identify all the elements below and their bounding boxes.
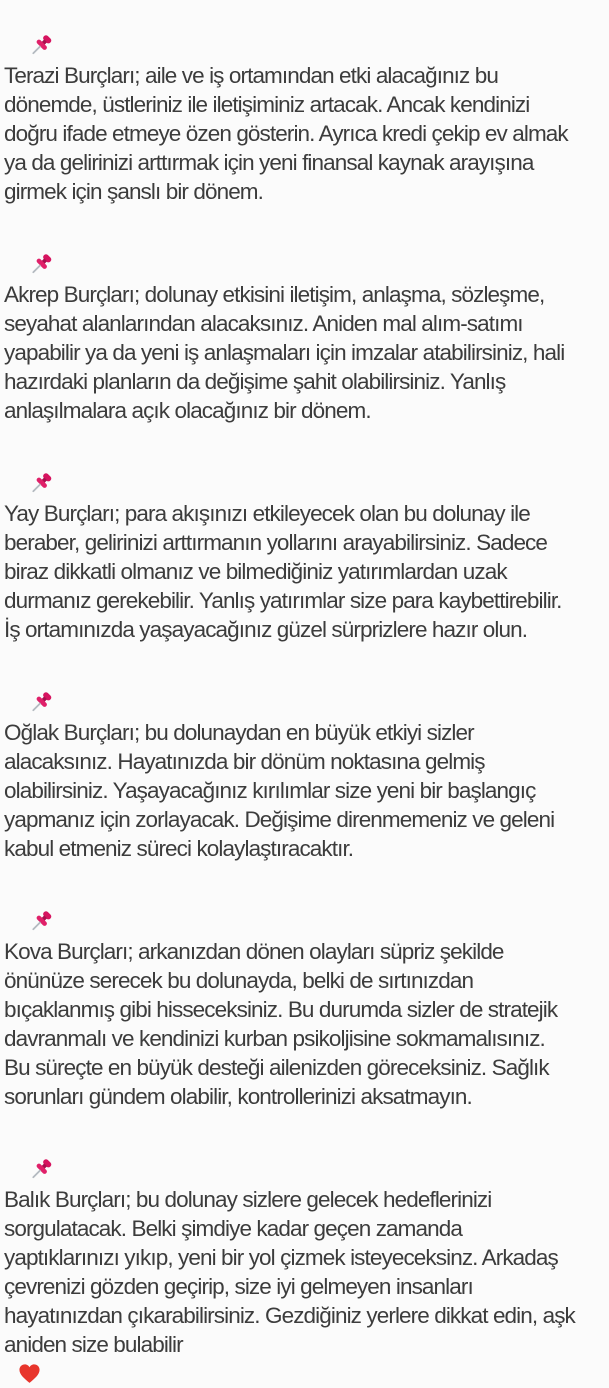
pushpin-icon bbox=[28, 690, 55, 717]
text-line bbox=[4, 309, 609, 338]
text-line bbox=[4, 1024, 609, 1053]
text-line bbox=[4, 1272, 609, 1301]
text-line bbox=[4, 1214, 609, 1243]
paragraph-text: Balık Burçları; bu dolunay sizlere gelecek hedeflerinizi bbox=[4, 1187, 492, 1212]
paragraph-text: Bu süreçte en büyük desteği ailenizden göreceksiniz. Sağlık bbox=[4, 1055, 549, 1080]
text-line bbox=[4, 148, 609, 177]
text-line bbox=[4, 1330, 609, 1388]
paragraph-text: beraber, gelirinizi arttırmanın yollarını arayabilirsiniz. Sadece bbox=[4, 530, 548, 555]
text-line bbox=[4, 396, 609, 425]
paragraph-text: yaptıklarınızı yıkıp, yeni bir yol çizmek isteyeceksinz. Arkadaş bbox=[4, 1245, 558, 1270]
text-line bbox=[4, 177, 609, 206]
paragraph-text: aniden size bulabilir bbox=[4, 1332, 183, 1357]
horoscope-paragraph-balık bbox=[4, 1127, 609, 1388]
text-line bbox=[4, 441, 609, 528]
paragraph-text: hazırdaki planların da değişime şahit olabilirsiniz. Yanlış bbox=[4, 369, 506, 394]
text-line bbox=[4, 966, 609, 995]
text-line bbox=[4, 834, 609, 863]
horoscope-paragraph-terazi bbox=[4, 3, 609, 206]
text-line bbox=[4, 660, 609, 747]
text-line bbox=[4, 338, 609, 367]
text-line bbox=[4, 586, 609, 615]
text-line bbox=[4, 776, 609, 805]
paragraph-text: seyahat alanlarından alacaksınız. Aniden mal alım-satımı bbox=[4, 311, 523, 336]
paragraph-text: Oğlak Burçları; bu dolunaydan en büyük etkiyi sizler bbox=[4, 720, 474, 745]
pushpin-icon bbox=[28, 471, 55, 498]
text-line bbox=[4, 557, 609, 586]
paragraph-text: davranmalı ve kendinizi kurban psikoljisine sokmamalısınız. bbox=[4, 1026, 545, 1051]
paragraph-text: ya da gelirinizi arttırmak için yeni finansal kaynak arayışına bbox=[4, 150, 534, 175]
pushpin-icon bbox=[28, 33, 55, 60]
paragraph-text: İş ortamınızda yaşayacağınız güzel sürprizlere hazır olun. bbox=[4, 617, 528, 642]
text-line bbox=[4, 615, 609, 644]
text-line bbox=[4, 1082, 609, 1111]
paragraph-text: yapmanız için zorlayacak. Değişime direnmemeniz ve geleni bbox=[4, 807, 555, 832]
paragraph-text: yapabilir ya da yeni iş anlaşmaları için imzalar atabilirsiniz, hali bbox=[4, 340, 565, 365]
horoscope-paragraph-kova bbox=[4, 879, 609, 1111]
text-line bbox=[4, 367, 609, 396]
text-line bbox=[4, 747, 609, 776]
paragraph-text: bıçaklanmış gibi hisseceksiniz. Bu durumda sizler de stratejik bbox=[4, 997, 558, 1022]
text-line bbox=[4, 879, 609, 966]
text-line bbox=[4, 90, 609, 119]
paragraph-text: sorgulatacak. Belki şimdiye kadar geçen zamanda bbox=[4, 1216, 462, 1241]
paragraph-text: olabilirsiniz. Yaşayacağınız kırılımlar size yeni bir başlangıç bbox=[4, 778, 536, 803]
text-line bbox=[4, 1127, 609, 1214]
text-line bbox=[4, 222, 609, 309]
paragraph-text: sorunları gündem olabilir, kontrollerinizi aksatmayın. bbox=[4, 1084, 472, 1109]
text-line bbox=[4, 1243, 609, 1272]
paragraph-text: doğru ifade etmeye özen gösterin. Ayrıca kredi çekip ev almak bbox=[4, 121, 568, 146]
paragraph-text: hayatınızdan çıkarabilirsiniz. Gezdiğiniz yerlere dikkat edin, aşk bbox=[4, 1303, 575, 1328]
paragraph-text: Terazi Burçları; aile ve iş ortamından etki alacağınız bu bbox=[4, 63, 498, 88]
paragraph-text: Kova Burçları; arkanızdan dönen olayları süpriz şekilde bbox=[4, 939, 504, 964]
paragraph-text: çevrenizi gözden geçirip, size iyi gelmeyen insanları bbox=[4, 1274, 473, 1299]
paragraph-text: kabul etmeniz süreci kolaylaştıracaktır. bbox=[4, 836, 354, 861]
paragraph-text: anlaşılmalara açık olacağınız bir dönem. bbox=[4, 398, 371, 423]
text-line bbox=[4, 119, 609, 148]
text-line bbox=[4, 995, 609, 1024]
pushpin-icon bbox=[28, 1157, 55, 1184]
paragraph-text: önünüze serecek bu dolunayda, belki de sırtınızdan bbox=[4, 968, 474, 993]
text-line bbox=[4, 1053, 609, 1082]
text-line bbox=[4, 1301, 609, 1330]
pushpin-icon bbox=[28, 252, 55, 279]
paragraph-text: Yay Burçları; para akışınızı etkileyecek olan bu dolunay ile bbox=[4, 501, 530, 526]
horoscope-paragraph-akrep bbox=[4, 222, 609, 425]
paragraph-text: alacaksınız. Hayatınızda bir dönüm noktasına gelmiş bbox=[4, 749, 485, 774]
text-line bbox=[4, 805, 609, 834]
text-line bbox=[4, 528, 609, 557]
paragraph-text: durmanız gerekebilir. Yanlış yatırımlar size para kaybettirebilir. bbox=[4, 588, 562, 613]
text-line bbox=[4, 3, 609, 90]
paragraph-text: dönemde, üstleriniz ile iletişiminiz artacak. Ancak kendinizi bbox=[4, 92, 530, 117]
paragraph-text: girmek için şanslı bir dönem. bbox=[4, 179, 264, 204]
paragraph-text: Akrep Burçları; dolunay etkisini iletişim, anlaşma, sözleşme, bbox=[4, 282, 545, 307]
horoscope-paragraph-oğlak bbox=[4, 660, 609, 863]
pushpin-icon bbox=[28, 909, 55, 936]
horoscope-paragraph-yay bbox=[4, 441, 609, 644]
paragraph-text: biraz dikkatli olmanız ve bilmediğiniz yatırımlardan uzak bbox=[4, 559, 507, 584]
red-heart-icon bbox=[17, 1361, 42, 1386]
